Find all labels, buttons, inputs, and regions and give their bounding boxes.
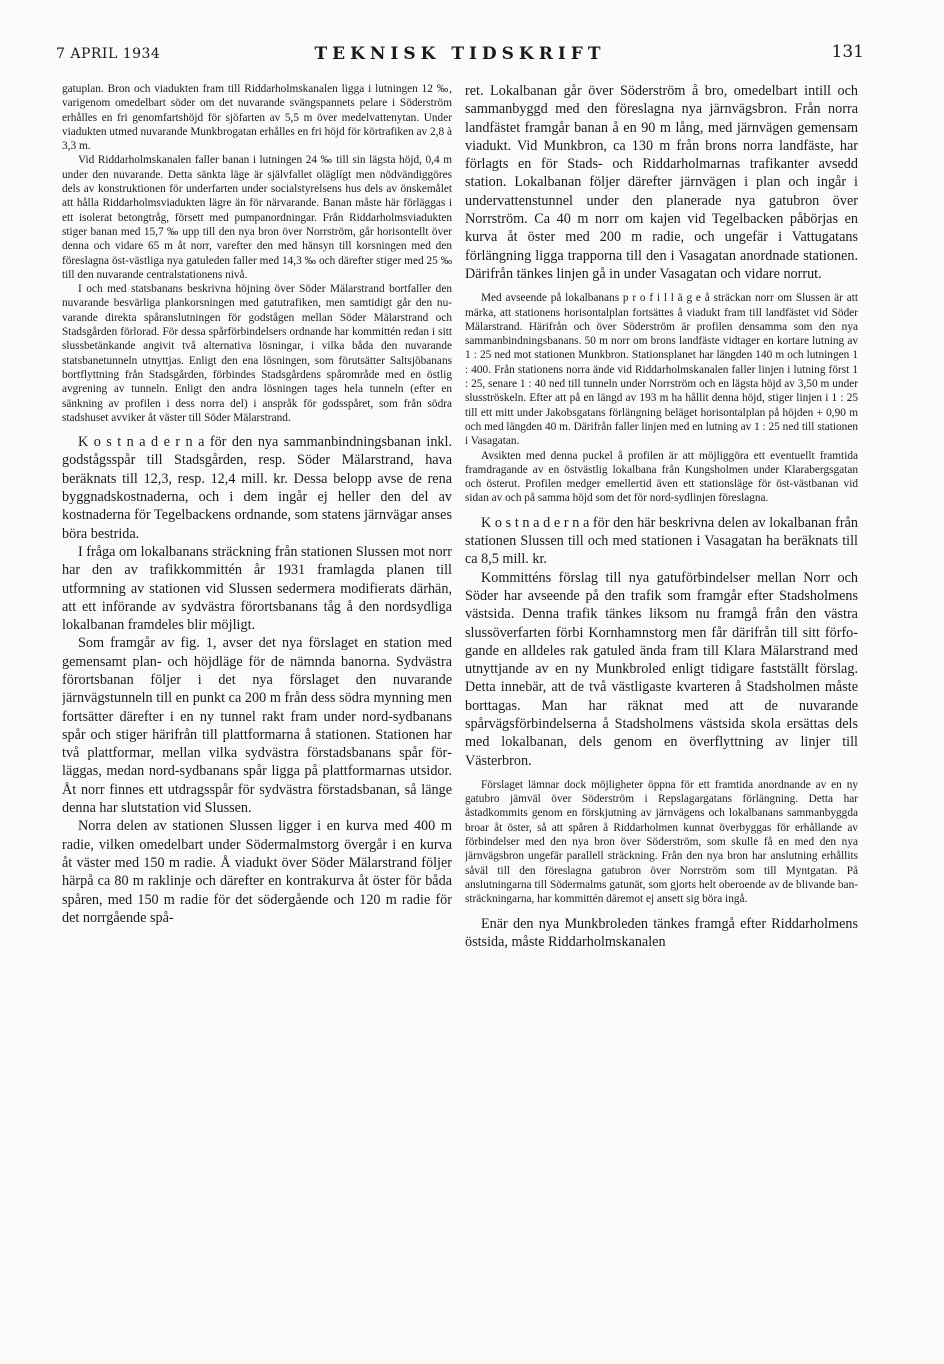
paragraph: I fråga om lokalbanans sträckning från stationen Slussen mot norr har den av trafikkommittén år 1931 framlagda planen till utformning av stationen vid Slussen sedermera modifierats därhän, att ett införande av sydvästra förortsbanans tåg å den nordsydliga lokalbanan framdeles blir möjligt.	[62, 543, 452, 634]
paragraph: K o s t n a d e r n a för den här beskrivna delen av lokalbanan från stationen Slussen till och med stationen i Vasagatan ha beräknats till ca 8,5 mill. kr.	[465, 514, 858, 568]
paragraph: ret. Lokalbanan går över Söderström å bro, omedelbart intill och sammanbyggd med den föreslagna nya järnvägsbron. Från norra landfästet framgår banan å en 90 m lång, med järnvägen gemensam viadukt. Vid Munkbron, ca 130 m från brons norra landfäste, har förlagts en för Stads- och Riddarholmarnas trafikanter avsedd station. Lokalbanan följer därefter järnvägen i plan och ingår i undervattenstunnel under den planerade nya gatubron över Norrström. Ca 40 m norr om kajen vid Tegelbacken påbörjas en kurva åt öster med 200 m radie, och ungefär i Vattugatans förlängning ligga trapporna till den i Vasagatan anordnade stationen. Därifrån tänkes linjen gå in under Vasagatan och vidare norrut.	[465, 83, 858, 282]
paragraph: gatuplan. Bron och viadukten fram till Riddarholmskanalen ligga i lutningen 12 ‰, varigenom omedelbart söder om det nuvarande svängspannets pelare i Söderström erhålles en fri genomfartshöjd för sjöfarten av 5,5 m över medelvattenytan. Under viadukten utmed nuvarande Munkbrogatan erhålles en fri höjd för körtrafiken av 2,8 à 3,3 m.	[62, 83, 452, 153]
right-column	[465, 82, 858, 951]
paragraph: Enär den nya Munkbroleden tänkes framgå efter Riddarholmens östsida, måste Riddarholmskanalen	[465, 915, 858, 950]
paragraph: Avsikten med denna puckel å profilen är att möjliggöra ett eventuellt framtida framdragande av en östvästlig lokalbana från Kungsholmen under Klarabergsgatan och österut. Profilen medger emellertid även ett stationsläge för öst-västbanan vid sidan av och på samma höjd som det för nord-sydlinjen föreslagna.	[465, 449, 858, 505]
page-number: 131	[831, 42, 864, 62]
paragraph: K o s t n a d e r n a för den nya sammanbindningsbanan inkl. godstågsspår till Stadsgården, resp. Söder Mälarstrand, hava beräknats till 12,3, resp. 12,4 mill. kr. Dessa belopp avse de rena byggnadskostnaderna, och i dem ingår ej heller den del av kostnaderna för Tegelbackens ordnande, som statens järnvägar anses böra bestrida.	[62, 434, 452, 542]
page-header	[56, 42, 864, 70]
paragraph: Norra delen av stationen Slussen ligger i en kurva med 400 m radie, vilken omedelbart under Södermalmstorg övergår i en kurva åt väster med 150 m radie. Å viadukt över Söder Mälarstrand följer härpå ca 80 m raklinje och därefter en kontrakurva åt öster för båda spåren, med 150 m radie för det södergående och 120 m radie för det norrgående spå-	[62, 818, 452, 926]
journal-title: TEKNISK TIDSKRIFT	[314, 44, 606, 64]
paragraph: Som framgår av fig. 1, avser det nya förslaget en station med gemensamt plan- och höjdläge för de nämnda banorna. Sydvästra förortsbanan följer i det nya förslaget den nuvarande järnvägstunneln till en punkt ca 200 m från dess södra mynning men fortsätter därefter i en ny tunnel rakt fram under nord-sydbanans spår och stiger härifrån till plattformarna å stationen. Stationen har två plattformar, mellan vilka sydvästra förstadsbanans spår förläggas, medan nord-sydbanans spår ligga på plattformarnas utsidor. Åt norr finnes ett utdragsspår för sydvästra förstadsbanan, så länge denna har slutstation vid Slussen.	[62, 635, 452, 817]
paragraph: Kommitténs förslag till nya gatuförbindelser mellan Norr och Söder har avseende på den trafik som framgår efter Stadsholmens västsida. Denna trafik tänkes liksom nu framgå från den västra slussöverfarten förbi Kornhamnstorg men får därifrån till sitt förfogande en alldeles rak gatuled ända fram till Klara Mälarstrand med utnyttjande av en ny Munkbroled enligt tidigare fastställt förslag. Detta innebär, att de två västligaste kvarteren å Stadsholmen måste borttagas. Man har räknat med att de nuvarande spårvägsförbindelserna å Stadsholmens västsida skola ersättas dels med lokalbanan, dels genom en överflyttning av linjer till Västerbron.	[465, 569, 858, 769]
issue-date: 7 APRIL 1934	[56, 46, 161, 62]
left-column	[62, 82, 452, 927]
paragraph: Vid Riddarholmskanalen faller banan i lutningen 24 ‰ till sin lägsta höjd, 0,4 m under den nuvarande. Detta sänkta läge är självfallet oläglígt men nödvändiggöres dels av konstruktionen för underfarten under socialstyrelsens hus dels av önskemålet att hålla Riddarholmsviadukten lägre än för närvarande. Banan måste här förläggas i ett isolerat betongtråg, försett med pumpanordningar. Från Riddarholmsviadukten stiger banan med 15,7 ‰ upp till den nya bron över Norrström, går horisontellt över denna och vidare 65 m åt norr, varefter den med hänsyn till korsningen med den föreslagna öst-västliga nya gatuleden faller med 14,3 ‰ och därefter stiger med 25 ‰ till den nuvarande centralstationens nivå.	[62, 154, 452, 281]
paragraph: Med avseende på lokalbanans p r o f i l l ä g e å sträckan norr om Slussen är att märka, att stationens horisontalplan fortsättes å viadukt fram till landfästet vid Söder Mälarstrand. Härifrån och över Söderström är profilen densamma som den nya sammanbindningsbanans. 50 m norr om brons landfäste vidtager en kortare lutning av 1 : 25 ned mot stationen Munkbron. Stationsplanet har längden 140 m och lutningen 1 : 400. Från stationens norra ände vid Riddarholmskanalen faller linjen i lutning först 1 : 25, senare 1 : 40 ned till tunneln under Norrström och en lägsta höjd av 3,50 m under slusströskeln. Efter att på en längd av 193 m ha hållit denna höjd, stiger linjen i 1 : 25 till ett mitt under Jakobsgatans förlängning beläget horisontalplan på höjden + 0,90 m och med längden 40 m. Därifrån faller linjen med en lutning av 1 : 25 ned till stationen i Vasagatan.	[465, 292, 858, 448]
paragraph: I och med statsbanans beskrivna höjning över Söder Mälarstrand bortfaller den nuvarande besvärliga plankorsningen med gatutrafiken, men samtidigt går den nuvarande direkta spåranslutningen för godstågen mellan Söder Mälarstrand och Stadsgården förlorad. För dessa spårförbindelsers ordnande har kommittén redan i sitt slussbetänkande angivit två alternativa lösningar, i vilka båda den nuvarande statsbanetunneln utnyttjas. Enligt den ena lösningen, som förutsätter Saltsjöbanans bortflyttning från Stadsgården, förbindes Stadsgårdens spårområde med en östlig avgrening av tunneln. Enligt den andra lösningen tages hela tunneln (efter en sänkning av profilen i dess norra del) i anspråk för godsspåret, som från södra stadshuset avviker åt väster till Söder Mälarstrand.	[62, 283, 452, 424]
paragraph: Förslaget lämnar dock möjligheter öppna för ett framtida anordnande av en ny gatubro jämväl över Söderström i Repslagargatans förlängning. Detta har åstadkommits genom en förskjutning av järnvägens och lokalbanans sammanbyggda broar åt öster, så att spåren å Riddarholmen kunnat överbyggas för erhållande av förbindelser med den nya bron över Söderström, som skulle få en med den nya järnvägsbron ungefär parallell sträckning. Från den nya bron har anslutning erhållits såväl till den föreslagna gatubron över Norrström som till Myntgatan. På anslutningarna till Södermalms gatunät, som gjorts helt oberoende av de blivande bansträckningarna, har kommittén däremot ej ansett sig böra ingå.	[465, 778, 858, 906]
